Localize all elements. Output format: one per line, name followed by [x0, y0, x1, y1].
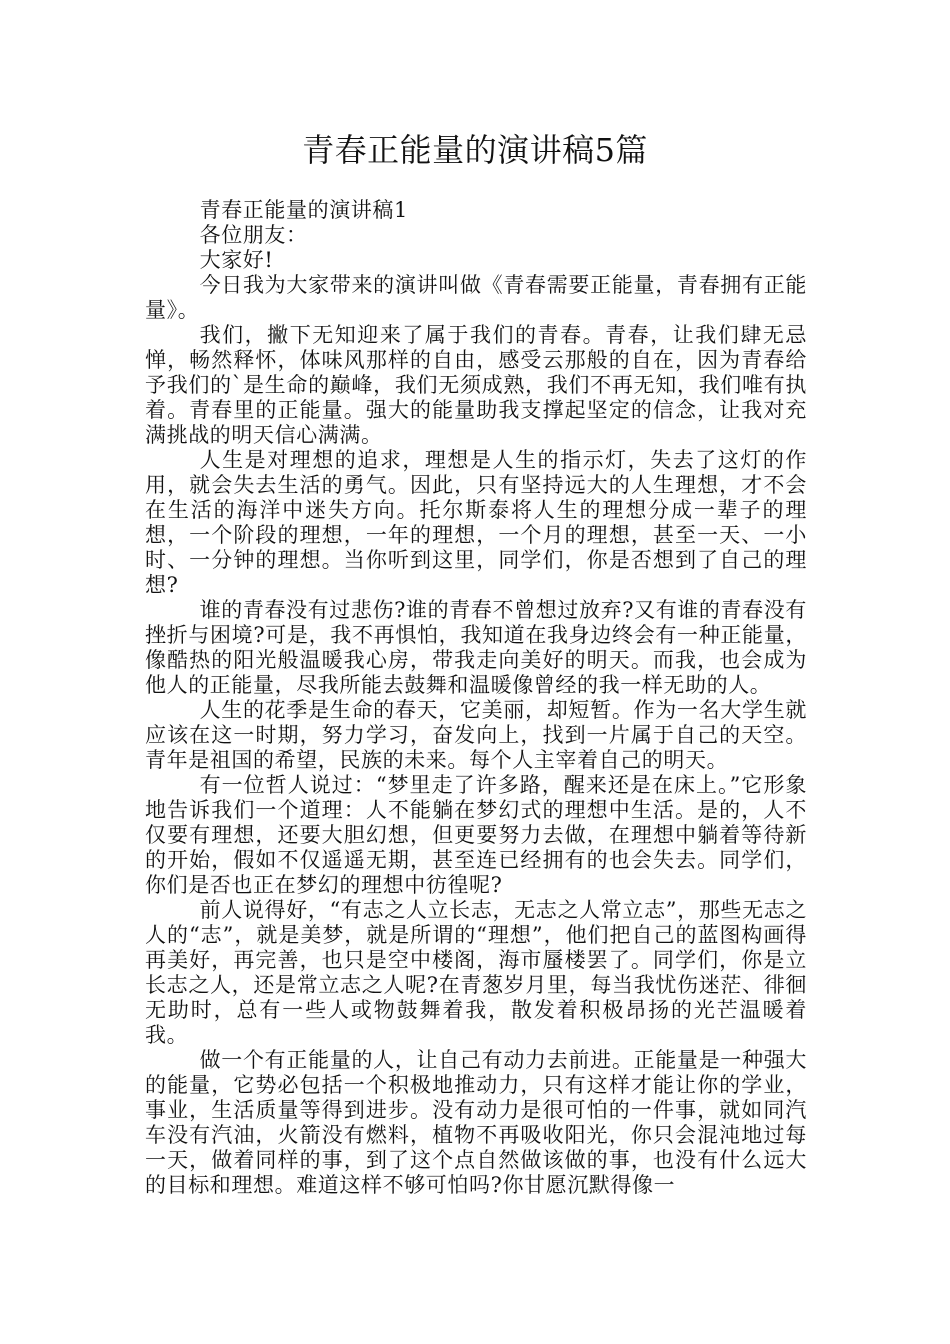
paragraph-intro: 今日我为大家带来的演讲叫做《青春需要正能量，青春拥有正能量》。 — [145, 273, 807, 322]
paragraph-subtitle: 青春正能量的演讲稿1 — [199, 198, 408, 222]
document-title: 青春正能量的演讲稿5篇 — [302, 131, 648, 169]
paragraph-salutation: 各位朋友： — [199, 223, 308, 247]
paragraph-flower-season: 人生的花季是生命的春天，它美丽，却短暂。作为一名大学生就应该在这一时期，努力学习，奋发向上，找到一片属于自己的天空。青年是祖国的希望，民族的未来。每个人主宰着自己的明天。 — [145, 698, 807, 772]
document-body — [145, 198, 807, 1198]
paragraph-sorrow: 谁的青春没有过悲伤?谁的青春不曾想过放弃?又有谁的青春没有挫折与困境?可是，我不再惧怕，我知道在我身边终会有一种正能量，像酷热的阳光般温暖我心房，带我走向美好的明天。而我，也会成为他人的正能量，尽我所能去鼓舞和温暖像曾经的我一样无助的人。 — [145, 598, 807, 697]
paragraph-youth: 我们，撇下无知迎来了属于我们的青春。青春，让我们肆无忌惮，畅然释怀，体味风那样的自由，感受云那般的自在，因为青春给予我们的`是生命的巅峰，我们无须成熟，我们不再无知，我们唯有执着。青春里的正能量。强大的能量助我支撑起坚定的信念，让我对充满挑战的明天信心满满。 — [145, 323, 807, 447]
paragraph-ambition: 前人说得好，“有志之人立长志，无志之人常立志”，那些无志之人的“志”，就是美梦，就是所谓的“理想”，他们把自己的蓝图构画得再美好，再完善，也只是空中楼阁，海市蜃楼罢了。同学们，你是立长志之人，还是常立志之人呢?在青葱岁月里，每当我忧伤迷茫、徘徊无助时，总有一些人或物鼓舞着我，散发着积极昂扬的光芒温暖着我。 — [145, 898, 807, 1047]
paragraph-greeting: 大家好! — [199, 248, 274, 272]
paragraph-philosopher: 有一位哲人说过：“梦里走了许多路，醒来还是在床上。”它形象地告诉我们一个道理：人不能躺在梦幻式的理想中生活。是的，人不仅要有理想，还要大胆幻想，但更要努力去做，在理想中躺着等待新的开始，假如不仅遥遥无期，甚至连已经拥有的也会失去。同学们，你们是否也正在梦幻的理想中彷徨呢? — [145, 773, 807, 897]
paragraph-ideals: 人生是对理想的追求，理想是人生的指示灯，失去了这灯的作用，就会失去生活的勇气。因此，只有坚持远大的人生理想，才不会在生活的海洋中迷失方向。托尔斯泰将人生的理想分成一辈子的理想，一个阶段的理想，一年的理想，一个月的理想，甚至一天、一小时、一分钟的理想。当你听到这里，同学们，你是否想到了自己的理想? — [145, 448, 807, 597]
paragraph-motivation: 做一个有正能量的人，让自己有动力去前进。正能量是一种强大的能量，它势必包括一个积极地推动力，只有这样才能让你的学业，事业，生活质量等得到进步。没有动力是很可怕的一件事，就如同汽车没有汽油，火箭没有燃料，植物不再吸收阳光，你只会混沌地过每一天，做着同样的事，到了这个点自然做该做的事，也没有什么远大的目标和理想。难道这样不够可怕吗?你甘愿沉默得像一 — [145, 1048, 807, 1197]
